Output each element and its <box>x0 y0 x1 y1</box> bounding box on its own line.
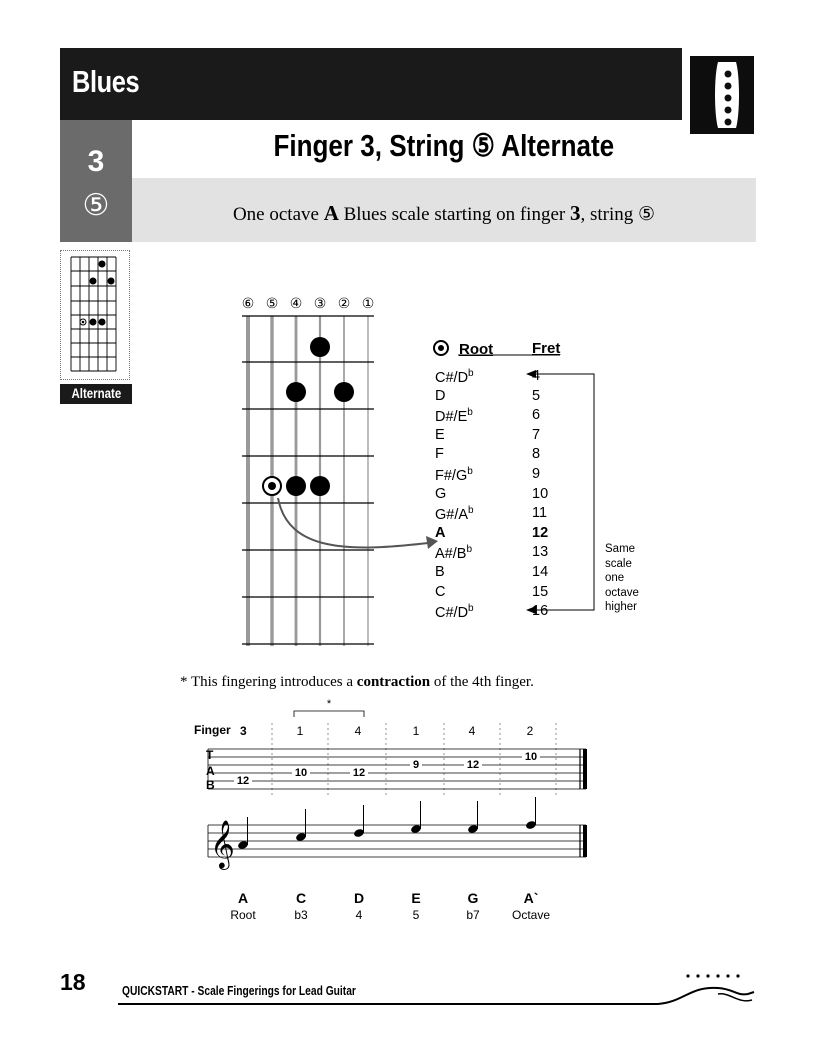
table-row-note: $D\#/E^b$ <box>435 407 473 426</box>
book-title: QUICKSTART - Scale Fingerings for Lead Guitar <box>122 984 356 998</box>
svg-text:1: 1 <box>412 724 420 738</box>
table-row-fret: 5 <box>532 387 541 404</box>
contraction-bracket <box>294 711 364 717</box>
svg-text:12: 12 <box>352 767 366 779</box>
thumbnail-fretboard <box>60 250 130 380</box>
svg-text:1: 1 <box>296 724 304 738</box>
side-string-number: ⑤ <box>82 189 110 222</box>
note-name: D <box>353 890 365 906</box>
note-name: C <box>295 890 307 906</box>
note-name: A <box>237 890 249 906</box>
table-row-note: $A\#/B^b$ <box>435 544 472 563</box>
table-row-fret: 10 <box>532 485 549 502</box>
string-label-5: ⑤ <box>265 296 279 312</box>
table-row-note: B <box>435 564 445 580</box>
tab-and-staff <box>190 695 610 885</box>
svg-text:10: 10 <box>524 751 538 763</box>
contraction-asterisk: * <box>326 698 332 710</box>
string-label-6: ⑥ <box>241 296 255 312</box>
table-row-note: $F\#/G^b$ <box>435 466 473 484</box>
svg-text:B: B <box>206 778 215 792</box>
note-degree: b7 <box>466 908 480 922</box>
note-degree: 5 <box>412 908 420 922</box>
table-row-note: D <box>435 387 446 404</box>
page-heading: Finger 3, String ⑤ Alternate <box>273 128 615 163</box>
string-label-3: ③ <box>313 296 327 312</box>
string-label-1: ① <box>361 296 375 312</box>
neck-tab-icon <box>690 56 754 134</box>
page-number: 18 <box>60 969 86 995</box>
note-name: A` <box>523 890 539 906</box>
table-row-fret: 9 <box>532 466 541 482</box>
string-label-2: ② <box>337 296 351 312</box>
octave-note: Same scale one octave higher <box>605 543 639 613</box>
table-row-fret: 7 <box>532 426 541 443</box>
svg-text:4: 4 <box>468 724 476 738</box>
svg-text:12: 12 <box>466 759 480 771</box>
note-name: E <box>411 890 421 906</box>
side-index-box <box>60 120 132 242</box>
table-row-note: $G\#/A^b$ <box>435 505 474 524</box>
svg-text:A: A <box>206 764 215 778</box>
table-row-fret: 15 <box>532 583 549 600</box>
svg-text:T: T <box>206 748 214 762</box>
page-subtitle: One octave A Blues scale starting on finger 3, string ⑤ <box>232 201 656 225</box>
table-row-note: C <box>435 583 446 600</box>
table-row-note: E <box>435 426 445 443</box>
table-row-fret: 8 <box>532 446 541 463</box>
table-row-note: $C\#/D^b$ <box>435 603 474 622</box>
footer-guitar-line <box>118 966 758 1010</box>
table-row-fret: 12 <box>532 524 549 541</box>
side-finger-number: 3 <box>87 145 105 178</box>
finger-dot <box>334 382 354 402</box>
svg-text:2: 2 <box>526 724 534 738</box>
note-name: G <box>467 890 479 906</box>
table-row-fret: 13 <box>532 544 549 561</box>
svg-text:9: 9 <box>412 759 420 771</box>
section-header-bar <box>60 48 682 120</box>
table-row-fret: 11 <box>532 505 548 522</box>
svg-text:4: 4 <box>354 724 362 738</box>
finger-dot <box>286 382 306 402</box>
finger-row-label: Finger <box>194 723 231 737</box>
note-degree: 4 <box>355 908 363 922</box>
svg-text:3: 3 <box>240 724 247 738</box>
note-degree: Octave <box>511 908 550 922</box>
note-degree: b3 <box>294 908 308 922</box>
thumbnail-label: Alternate <box>71 385 121 401</box>
table-row-note: $C\#/D^b$ <box>435 368 474 386</box>
table-row-note: G <box>435 485 447 502</box>
table-row-fret: 6 <box>532 407 541 424</box>
table-row-note: F <box>435 446 444 463</box>
section-title: Blues <box>72 64 140 99</box>
fret-column-header: Fret <box>532 340 561 357</box>
root-arrow <box>278 498 428 547</box>
finger-dot <box>310 476 330 496</box>
footnote: * This fingering introduces a contraction of the 4th finger. <box>180 674 534 690</box>
svg-text:10: 10 <box>294 767 308 779</box>
table-row-fret: 4 <box>532 368 541 384</box>
fretboard-diagram <box>230 290 630 650</box>
table-row-fret: 16 <box>532 603 549 620</box>
svg-text:12: 12 <box>236 775 250 787</box>
table-row-fret: 14 <box>532 564 549 580</box>
root-column-header: Root <box>459 341 494 358</box>
treble-clef-icon: 𝄞 <box>210 819 235 868</box>
finger-dot <box>286 476 306 496</box>
table-row-note: A <box>435 524 446 541</box>
string-label-4: ④ <box>289 296 303 312</box>
note-degree: Root <box>230 908 256 922</box>
finger-dot <box>310 337 330 357</box>
